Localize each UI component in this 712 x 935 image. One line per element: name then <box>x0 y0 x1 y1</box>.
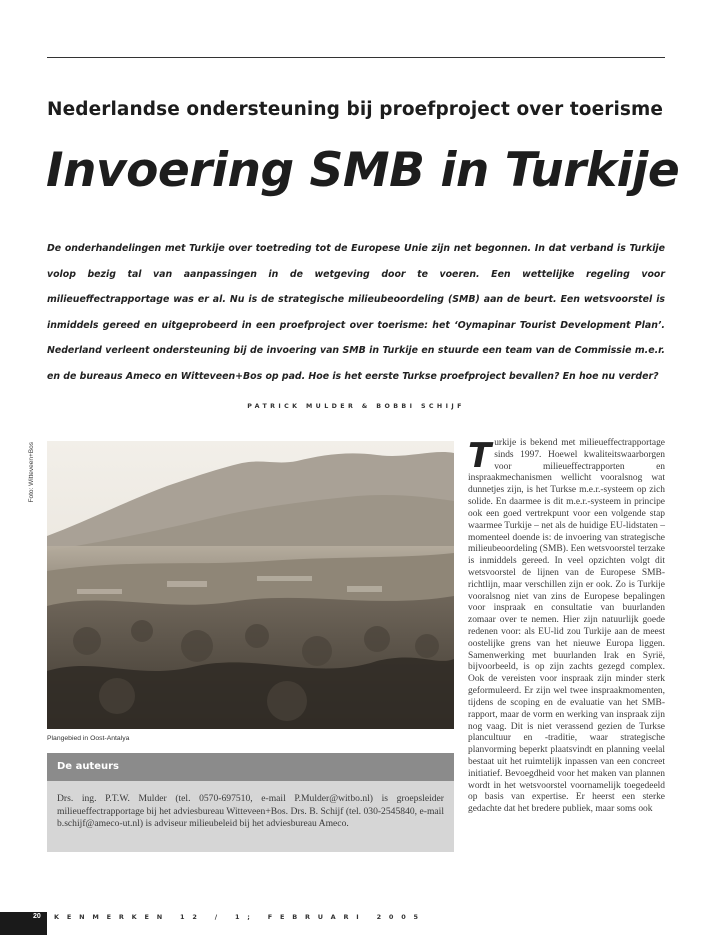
article-title: Invoering SMB in Turkije <box>46 143 680 198</box>
authors-box-text: Drs. ing. P.T.W. Mulder (tel. 0570-697510, e-mail P.Mulder@witbo.nl) is groepsleider milieueffectrapportage bij het adviesbureau Witteveen+Bos. Drs. B. Schijf (tel. 030-2545840, e-mail b.schijf@ameco-ut.nl) is adviseur milieubeleid bij het adviesbureau Ameco. <box>57 793 444 830</box>
landscape-photo <box>47 441 454 729</box>
photo-caption: Plangebied in Oost-Antalya <box>47 735 130 742</box>
body-text: urkije is bekend met milieueffectrapportage sinds 1997. Hoewel kwaliteitswaarborgen voor milieueffectrapporten en inspraakmechanismen wellicht vooralsnog wat dunnetjes zijn, is het Turkse m.e.r.-systeem op zich solide. En daarmee is dit m.e.r.-systeem in principe ook een goed vertrekpunt voor een volgende stap waarmee Turkije – net als de huidige EU-lidstaten – momenteel doende is: de invoering van strategische milieubeoordeling (SMB). Een wetsvoorstel terzake is inmiddels gereed. In veel opzichten volgt dit wetsvoorstel de lijnen van de Europese SMB-richtlijn, maar verschillen zijn er ook. Zo is Turkije vooralsnog niet van zins de Europese bepalingen voor inspraak en consultatie van buurlanden zomaar over te nemen. Hier zijn natuurlijk goede redenen voor: als EU-lid zou Turkije aan de meest oostelijke grens van het nieuwe Europa liggen. Samenwerking met buurlanden Irak en Syrië, bijvoorbeeld, is op zijn zachts gezegd complex. Ook de vereisten voor inspraak zijn minder sterk geformuleerd. Er zijn wel twee inspraakmomenten, tijdens de scoping en de evaluatie van het SMB-rapport, maar de vorm en werking van inspraak zijn nog vaag. Dit is niet verassend gezien de Turkse plancultuur en -traditie, waar strategische planvorming beperkt plaatsvindt en planning veelal bestaat uit het ruimtelijk inpassen van een concreet initiatief. Bevoegdheid voor het maken van plannen wordt in het wetsvoorstel voornamelijk toegedeeld op basis van expertise. Er heerst een sterke gedachte dat het bredere publiek, maar soms ook <box>468 438 665 815</box>
top-rule <box>47 57 665 58</box>
authors-box-heading: De auteurs <box>57 761 119 772</box>
article-kicker: Nederlandse ondersteuning bij proefproject over toerisme <box>47 99 664 120</box>
article-intro: De onderhandelingen met Turkije over toetreding tot de Europese Unie zijn net begonnen. In dat verband is Turkije volop bezig tal van aanpassingen in de wetgeving door te voeren. Een wettelijke regeling voor milieueffectrapportage was er al. Nu is de strategische milieubeoordeling (SMB) aan de beurt. Een wetsvoorstel is inmiddels gereed en uitgeprobeerd in een proefproject over toerisme: het ‘Oymapinar Tourist Development Plan’. Nederland verleent ondersteuning bij de invoering van SMB in Turkije en stuurde een team van de Commissie m.e.r. en de bureaus Ameco en Witteveen+Bos op pad. Hoe is het eerste Turkse proefproject bevallen? En hoe nu verder? <box>47 243 665 382</box>
photo-credit: Foto: Witteveen+Bos <box>28 442 35 503</box>
drop-cap: T <box>468 436 492 476</box>
article-byline: PATRICK MULDER & BOBBI SCHIJF <box>247 403 465 410</box>
publication-footer: KENMERKEN 12 / 1; FEBRUARI 2005 <box>54 913 426 921</box>
body-column <box>468 438 665 816</box>
page-number: 20 <box>33 913 41 920</box>
authors-box-header <box>47 753 454 781</box>
authors-box-body <box>47 781 454 852</box>
